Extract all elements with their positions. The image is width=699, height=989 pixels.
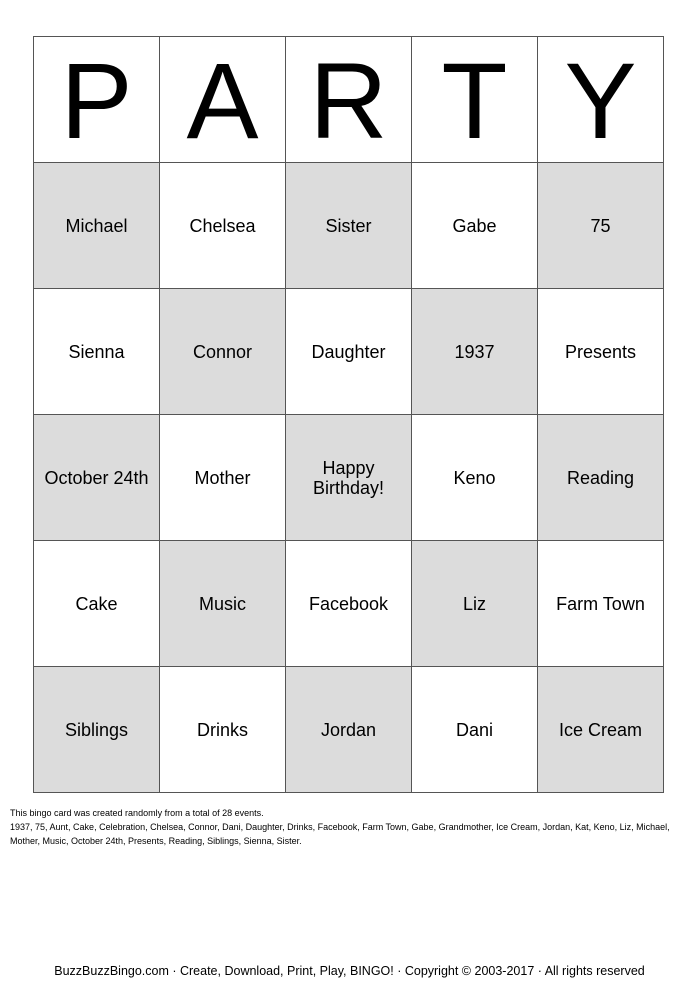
bingo-cell: Cake — [34, 541, 160, 667]
bingo-cell: Facebook — [286, 541, 412, 667]
bingo-cell: October 24th — [34, 415, 160, 541]
bingo-cell: Connor — [160, 289, 286, 415]
bingo-cell: Reading — [538, 415, 664, 541]
header-letter: T — [412, 37, 538, 163]
bingo-cell: Sienna — [34, 289, 160, 415]
bingo-cell: Music — [160, 541, 286, 667]
bingo-cell: Keno — [412, 415, 538, 541]
info-event-list: 1937, 75, Aunt, Cake, Celebration, Chelsea, Connor, Dani, Daughter, Drinks, Facebook, Farm Town, Gabe, Grandmother, Ice Cream, Jordan, Kat, Keno, Liz, Michael, Mother, Music, October 24th, Presents, Reading, Siblings, Sienna, Sister. — [10, 822, 670, 846]
bingo-cell: Michael — [34, 163, 160, 289]
bingo-cell: 75 — [538, 163, 664, 289]
bingo-cell: Happy Birthday! — [286, 415, 412, 541]
header-letter: R — [286, 37, 412, 163]
bingo-cell: Drinks — [160, 667, 286, 793]
info-summary: This bingo card was created randomly from a total of 28 events. — [10, 808, 264, 818]
bingo-cell: Mother — [160, 415, 286, 541]
card-row — [34, 163, 664, 289]
header-letter: A — [160, 37, 286, 163]
bingo-cell: Chelsea — [160, 163, 286, 289]
card-row — [34, 415, 664, 541]
card-row — [34, 667, 664, 793]
bingo-cell: Daughter — [286, 289, 412, 415]
bingo-cell: Ice Cream — [538, 667, 664, 793]
bingo-cell: Presents — [538, 289, 664, 415]
header-letter: P — [34, 37, 160, 163]
bingo-cell: Dani — [412, 667, 538, 793]
bingo-cell: Jordan — [286, 667, 412, 793]
card-info — [10, 806, 690, 848]
card-row — [34, 541, 664, 667]
bingo-cell: Liz — [412, 541, 538, 667]
bingo-cell: Siblings — [34, 667, 160, 793]
bingo-cell: 1937 — [412, 289, 538, 415]
bingo-card — [33, 36, 664, 793]
footer: BuzzBuzzBingo.com · Create, Download, Print, Play, BINGO! · Copyright © 2003-2017 · All rights reserved — [54, 964, 645, 978]
header-letter: Y — [538, 37, 664, 163]
card-row — [34, 289, 664, 415]
bingo-cell: Farm Town — [538, 541, 664, 667]
bingo-cell: Sister — [286, 163, 412, 289]
bingo-cell: Gabe — [412, 163, 538, 289]
